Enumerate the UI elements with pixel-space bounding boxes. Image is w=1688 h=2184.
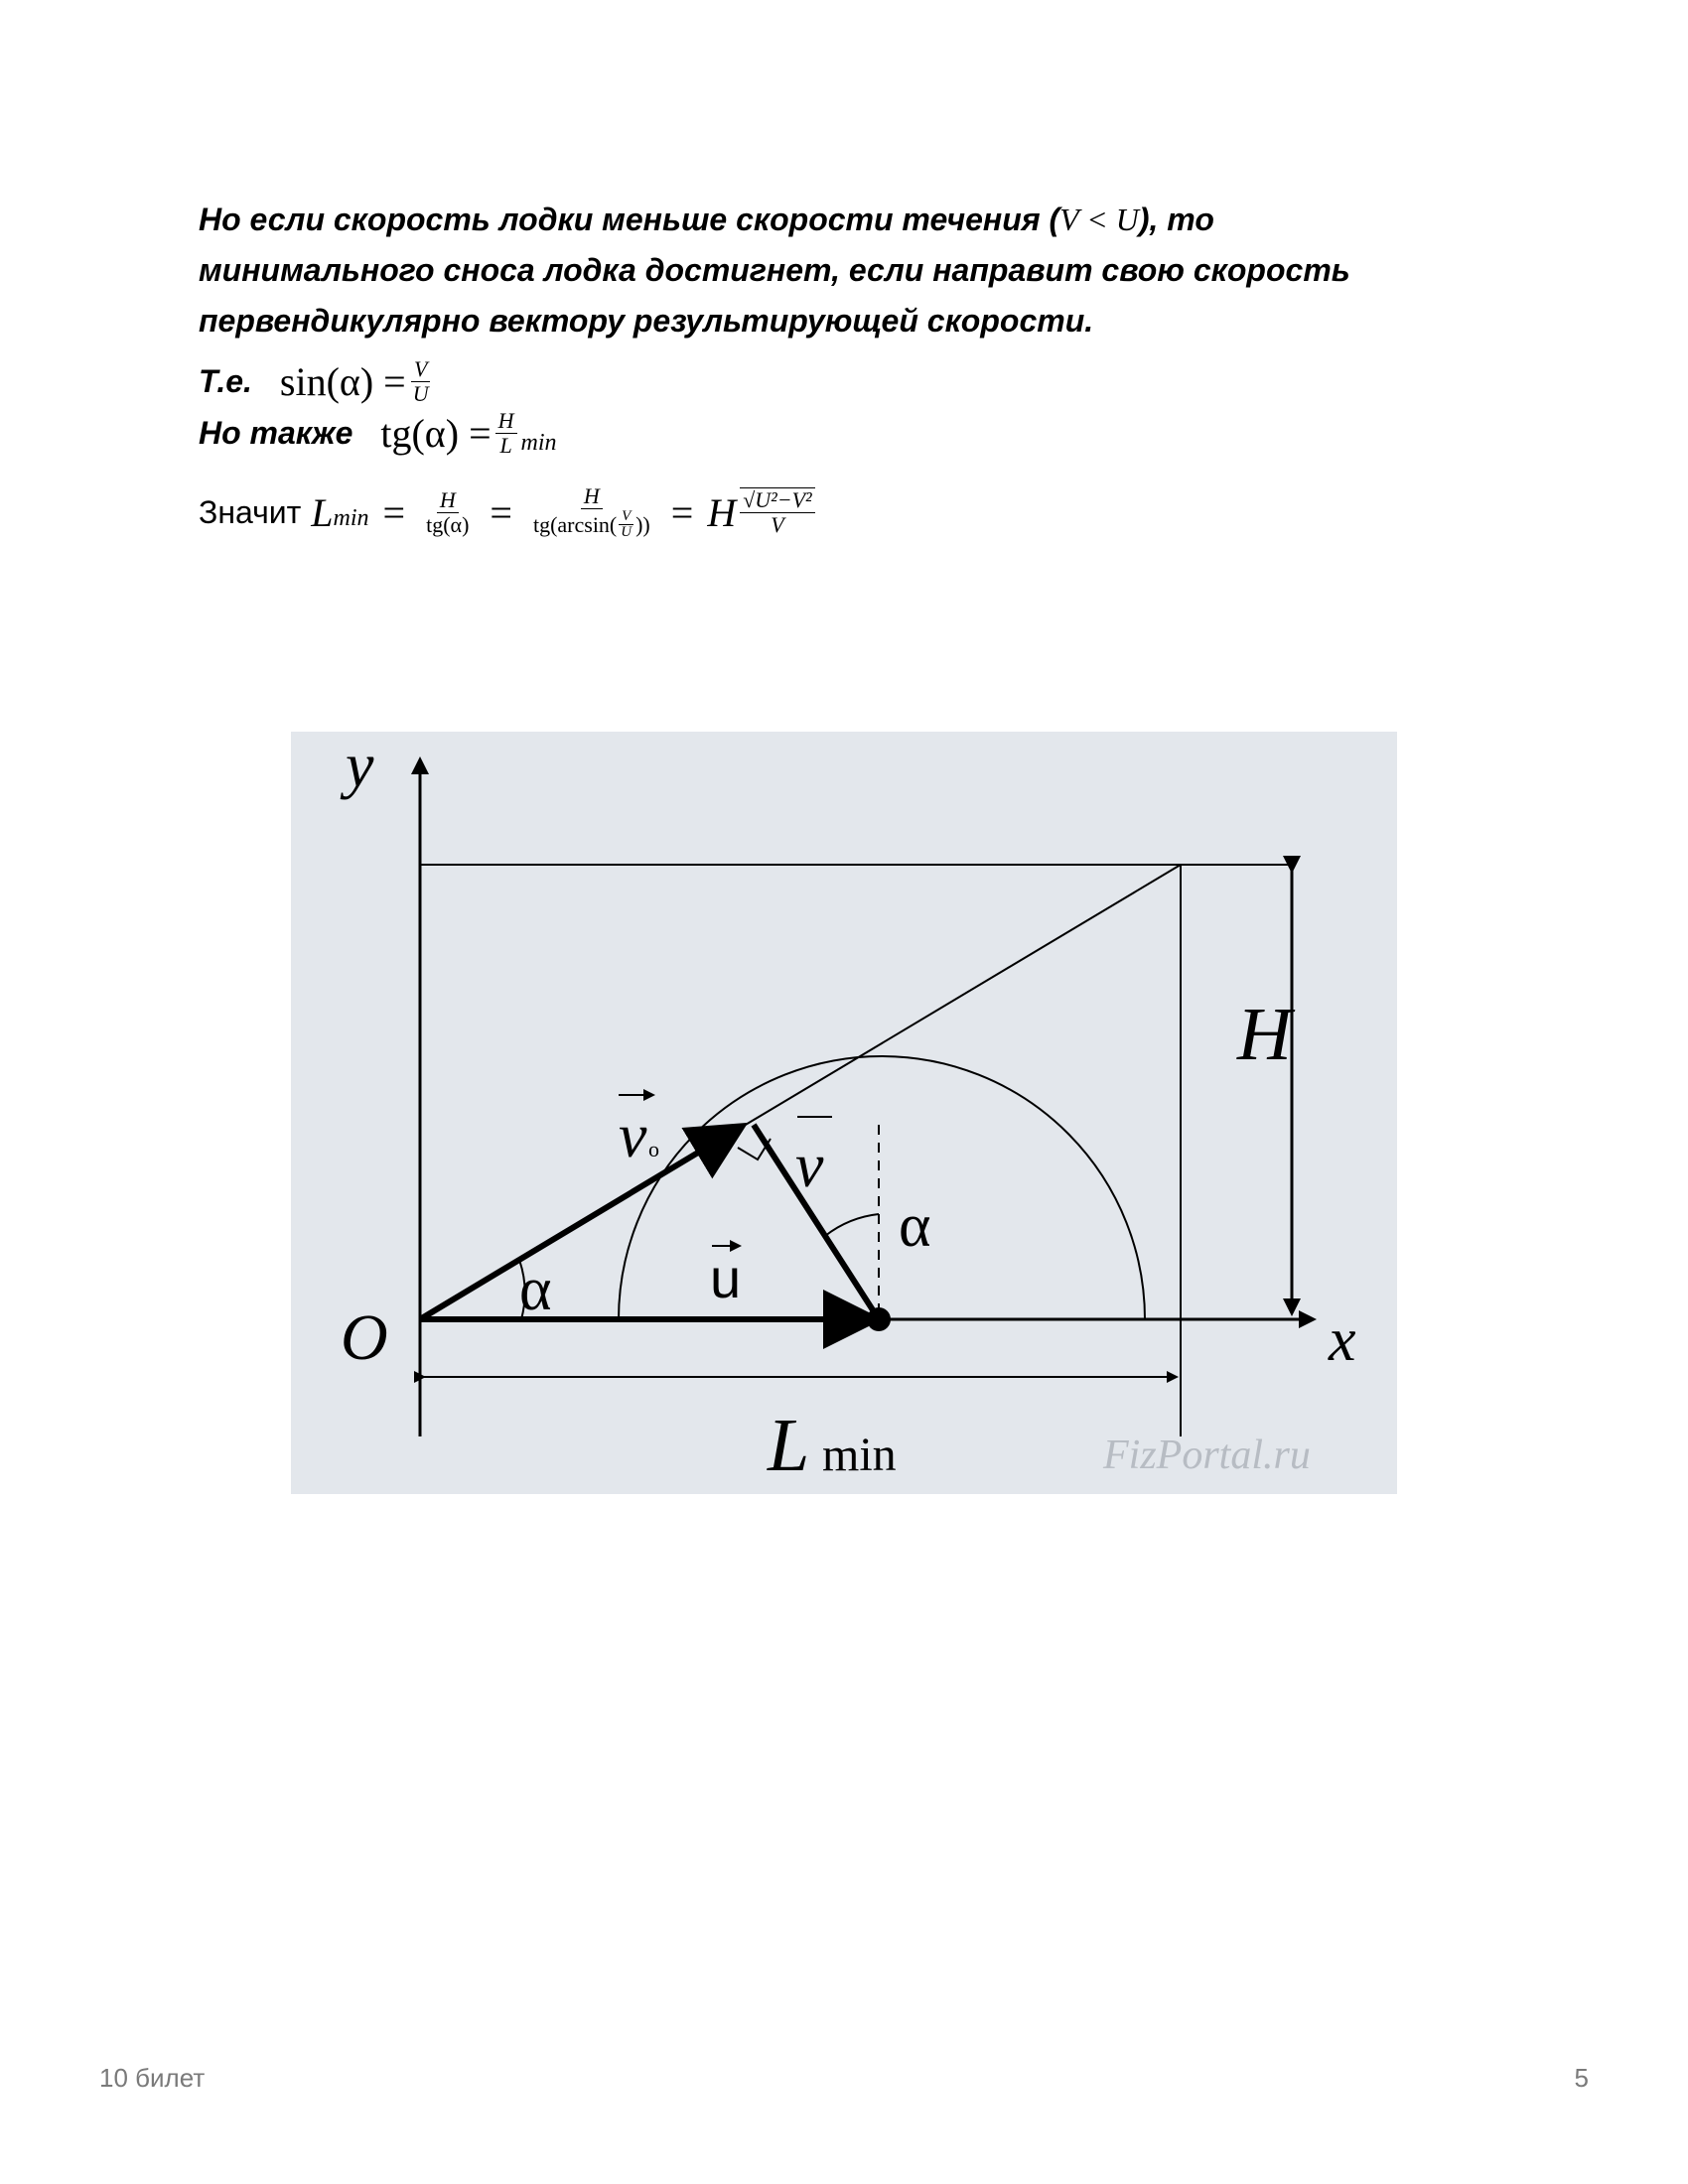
formula-lmin-rhs: H xyxy=(707,489,737,535)
alpha-label-2: α xyxy=(899,1192,931,1260)
formula-lmin-label: Значит xyxy=(199,493,302,530)
formula-sin-label: Т.е. xyxy=(199,363,252,399)
watermark: FizPortal.ru xyxy=(1103,1433,1311,1478)
formula-lmin-eq1: = xyxy=(382,489,406,535)
y-axis-label: y xyxy=(346,732,374,800)
formula-lmin-frac1-den: tg(α) xyxy=(426,511,470,537)
lmin-label-sub: min xyxy=(822,1429,897,1481)
paragraph-text-1: Но если скорость лодки меньше скорости течения ( xyxy=(199,202,1060,237)
formula-lmin-inner-num: V xyxy=(619,509,633,525)
formula-lmin-eq3: = xyxy=(670,489,694,535)
origin-label: O xyxy=(341,1301,388,1374)
alpha-label-1: α xyxy=(519,1256,552,1323)
formula-sin-fraction xyxy=(410,357,432,406)
formula-lmin-frac2-num: H xyxy=(581,484,603,509)
formula-lmin-eq2: = xyxy=(490,489,512,535)
formula-lmin-frac2-den-post: )) xyxy=(635,511,650,537)
formula-tg-den: L xyxy=(499,433,512,458)
formula-sin xyxy=(199,357,436,406)
footer-ticket: 10 билет xyxy=(99,2063,206,2093)
formula-tg-fraction xyxy=(495,409,517,458)
formula-lmin-frac2-den xyxy=(530,509,653,540)
diagram-background xyxy=(291,732,1397,1494)
formula-lmin-frac3-den: V xyxy=(771,512,784,537)
lmin-label: L xyxy=(768,1404,810,1487)
v0-label: v xyxy=(619,1100,647,1170)
formula-lmin-frac1 xyxy=(423,488,472,537)
formula-lmin-lhs: L xyxy=(311,489,334,535)
formula-lmin-frac3 xyxy=(740,487,814,537)
formula-tg-sub: min xyxy=(520,430,557,456)
u-label: u xyxy=(710,1247,742,1309)
paragraph-text-2: ), то минимального сноса лодка достигнет, если направит свою скорость первендикулярно вектору результирующей скорости. xyxy=(199,202,1350,339)
formula-lmin-inner-frac xyxy=(618,509,634,540)
formula-lmin-frac3-num: √U²−V² xyxy=(740,487,814,513)
formula-lmin xyxy=(199,484,819,540)
v0-label-sub: o xyxy=(648,1137,659,1161)
formula-sin-den: U xyxy=(412,381,429,406)
formula-lmin-frac2-den-pre: tg(arcsin( xyxy=(532,511,618,537)
formula-tg xyxy=(199,409,557,458)
inequality-math: V < U xyxy=(1059,202,1139,237)
formula-tg-num: H xyxy=(495,409,517,434)
height-label: H xyxy=(1237,993,1292,1076)
page-number: 5 xyxy=(1574,2063,1589,2093)
formula-sin-lhs: sin(α) = xyxy=(279,359,406,404)
formula-lmin-frac2 xyxy=(530,484,653,540)
vector-diagram xyxy=(291,732,1397,1494)
v-label: v xyxy=(795,1130,824,1200)
formula-tg-lhs: tg(α) = xyxy=(380,411,492,456)
formula-lmin-frac1-num: H xyxy=(437,488,459,513)
formula-lmin-lhs-sub: min xyxy=(333,504,369,531)
formula-sin-num: V xyxy=(411,357,430,382)
formula-lmin-inner-den: U xyxy=(621,524,633,540)
main-paragraph xyxy=(199,195,1450,346)
formula-tg-label: Но также xyxy=(199,415,353,451)
x-axis-label: x xyxy=(1329,1306,1356,1374)
